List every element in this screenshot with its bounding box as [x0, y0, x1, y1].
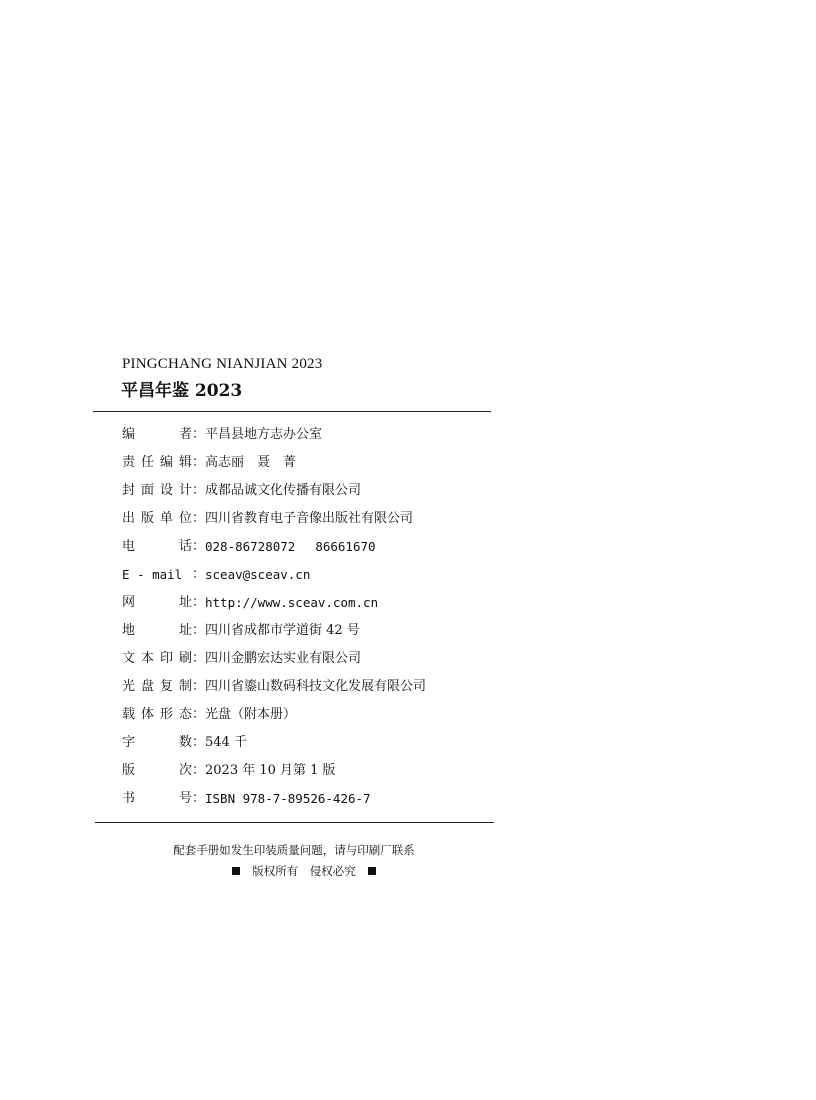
black-square-icon — [232, 867, 240, 875]
colophon-value: 028-86728072 86661670 — [205, 539, 376, 554]
colophon-value: 四川省成都市学道街 42 号 — [205, 623, 360, 638]
colophon-colon: ： — [192, 735, 206, 750]
colophon-row-isbn — [122, 788, 371, 810]
colophon-row-publisher — [122, 508, 413, 530]
colophon-colon: ： — [192, 791, 206, 806]
colophon-label: 封面设计 — [122, 483, 192, 498]
colophon-value: ISBN 978-7-89526-426-7 — [205, 791, 371, 806]
colophon-row-cover-design — [122, 480, 361, 502]
colophon-label: E - mail — [122, 567, 183, 582]
colophon-label: 电话 — [122, 539, 192, 554]
colophon-row-edition — [122, 760, 336, 782]
colophon-label: 文本印刷 — [122, 651, 192, 666]
colophon-colon: ： — [192, 679, 206, 694]
colophon-label: 责任编辑 — [122, 455, 192, 470]
colophon-value: 四川省教育电子音像出版社有限公司 — [205, 511, 414, 526]
colophon-label: 地址 — [122, 623, 192, 638]
top-divider — [93, 411, 491, 412]
quality-notice: 配套手册如发生印装质量问题，请与印刷厂联系 — [173, 843, 415, 857]
colophon-label: 载体形态 — [122, 707, 192, 722]
colophon-row-responsible-editor — [122, 452, 296, 474]
colophon-value: 2023 年 10 月第 1 版 — [205, 763, 336, 778]
colophon-label: 出版单位 — [122, 511, 192, 526]
colophon-value: 四川金鹏宏达实业有限公司 — [205, 651, 362, 666]
title-english: PINGCHANG NIANJIAN 2023 — [122, 356, 323, 372]
colophon-value: 平昌县地方志办公室 — [205, 427, 323, 442]
colophon-colon: ： — [192, 427, 206, 442]
colophon-colon: ： — [192, 763, 206, 778]
colophon-label: 版次 — [122, 763, 192, 778]
colophon-row-word-count — [122, 732, 247, 754]
colophon-value: 成都品诚文化传播有限公司 — [205, 483, 362, 498]
colophon-row-disc-replication — [122, 676, 426, 698]
colophon-label: 字数 — [122, 735, 192, 750]
colophon-label: 书号 — [122, 791, 192, 806]
colophon-label: 编者 — [122, 427, 192, 442]
colophon-value: sceav@sceav.cn — [205, 567, 311, 582]
colophon-row-text-printing — [122, 648, 361, 670]
colophon-value: 光盘（附本册） — [205, 707, 297, 722]
colophon-row-phone — [122, 536, 376, 558]
colophon-row-address — [122, 620, 360, 642]
colophon-label: 网址 — [122, 595, 192, 610]
colophon-value: http://www.sceav.com.cn — [205, 595, 379, 610]
colophon-value: 四川省鎏山数码科技文化发展有限公司 — [205, 679, 427, 694]
colophon-colon: ： — [192, 651, 206, 666]
colophon-row-website — [122, 592, 378, 614]
title-chinese: 平昌年鉴 2023 — [121, 381, 243, 401]
colophon-colon: ： — [192, 707, 206, 722]
bottom-divider — [95, 822, 494, 823]
colophon-colon: ： — [192, 483, 206, 498]
colophon-colon: ： — [192, 539, 206, 554]
copyright-text: 版权所有 侵权必究 — [252, 864, 356, 878]
colophon-colon: ： — [192, 567, 206, 582]
colophon-row-carrier-form — [122, 704, 296, 726]
colophon-value: 高志丽 聂 菁 — [205, 455, 297, 470]
colophon-row-email — [122, 564, 310, 586]
colophon-label: 光盘复制 — [122, 679, 192, 694]
colophon-colon: ： — [192, 595, 206, 610]
black-square-icon — [368, 867, 376, 875]
colophon-row-editor — [122, 424, 322, 446]
copyright-line — [0, 863, 608, 879]
colophon-value: 544 千 — [205, 735, 247, 750]
colophon-colon: ： — [192, 623, 206, 638]
colophon-colon: ： — [192, 511, 206, 526]
colophon-colon: ： — [192, 455, 206, 470]
